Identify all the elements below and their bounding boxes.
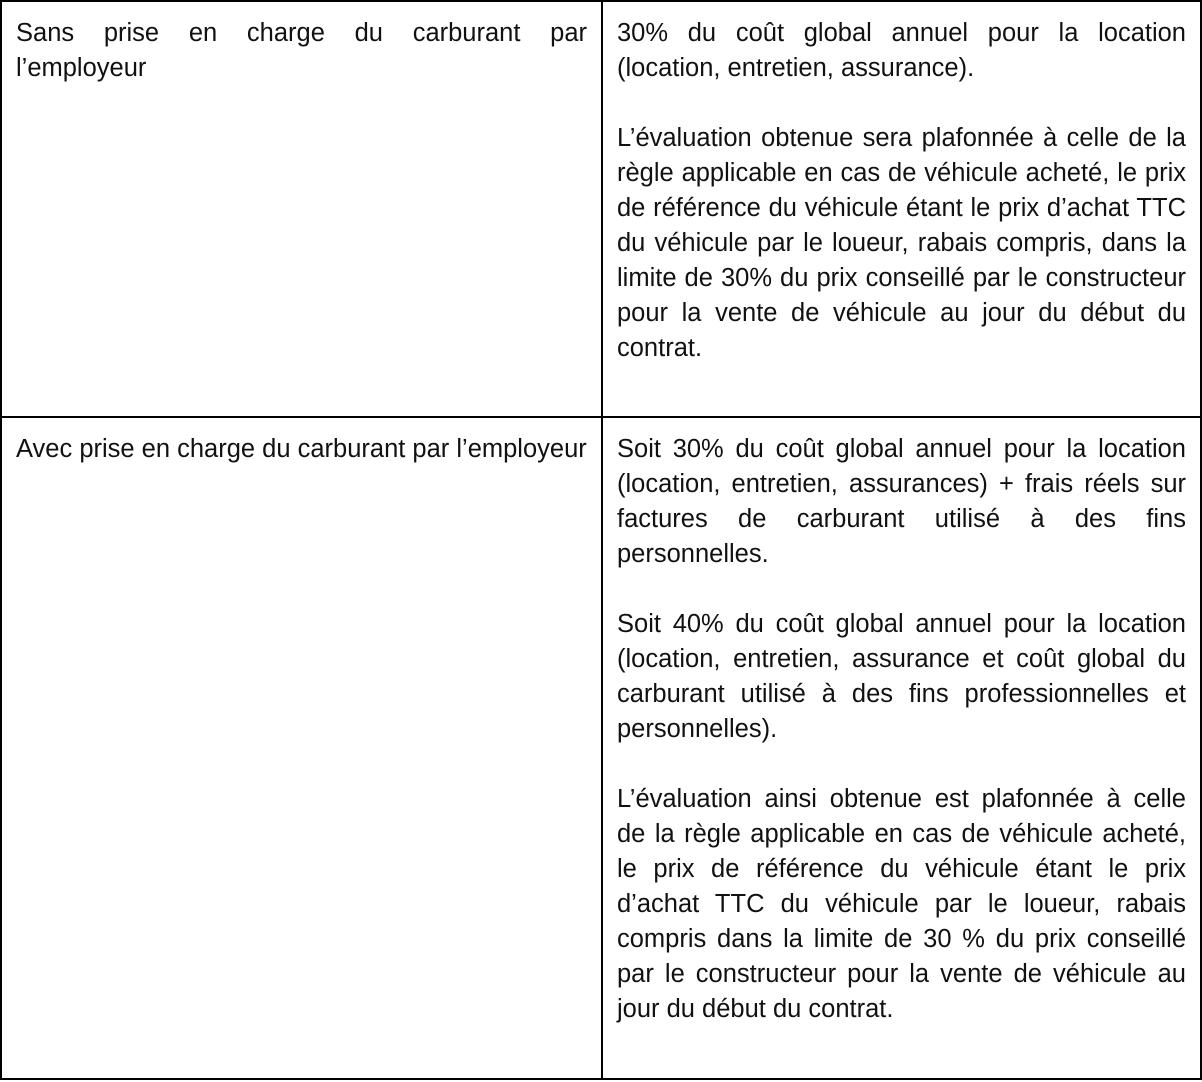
table-row — [1, 1, 1201, 417]
row-label: Avec prise en charge du carburant par l’employeur — [16, 435, 587, 463]
row-value-cell — [602, 417, 1201, 1079]
row-label: Sans prise en charge du carburant par l’employeur — [16, 19, 587, 82]
paragraph: Soit 30% du coût global annuel pour la location (location, entretien, assurances) + frais réels sur factures de carburant utilisé à des fins personnelles. — [617, 435, 1186, 568]
row-label-cell — [1, 417, 602, 1079]
paragraph: Soit 40% du coût global annuel pour la location (location, entretien, assurance et coût global du carburant utilisé à des fins professionnelles et personnelles). — [617, 610, 1186, 743]
paragraph: L’évaluation obtenue sera plafonnée à celle de la règle applicable en cas de véhicule acheté, le prix de référence du véhicule étant le prix d’achat TTC du véhicule par le loueur, rabais compris, dans la limite de 30% du prix conseillé par le constructeur pour la vente de véhicule au jour du début du contrat. — [617, 124, 1186, 362]
row-label-cell — [1, 1, 602, 417]
table-row — [1, 417, 1201, 1079]
paragraph: L’évaluation ainsi obtenue est plafonnée à celle de la règle applicable en cas de véhicule acheté, le prix de référence du véhicule étant le prix d’achat TTC du véhicule par le loueur, rabais compris dans la limite de 30 % du prix conseillé par le constructeur pour la vente de véhicule au jour du début du contrat. — [617, 785, 1186, 1023]
row-value-cell — [602, 1, 1201, 417]
paragraph: 30% du coût global annuel pour la location (location, entretien, assurance). — [617, 19, 1186, 82]
